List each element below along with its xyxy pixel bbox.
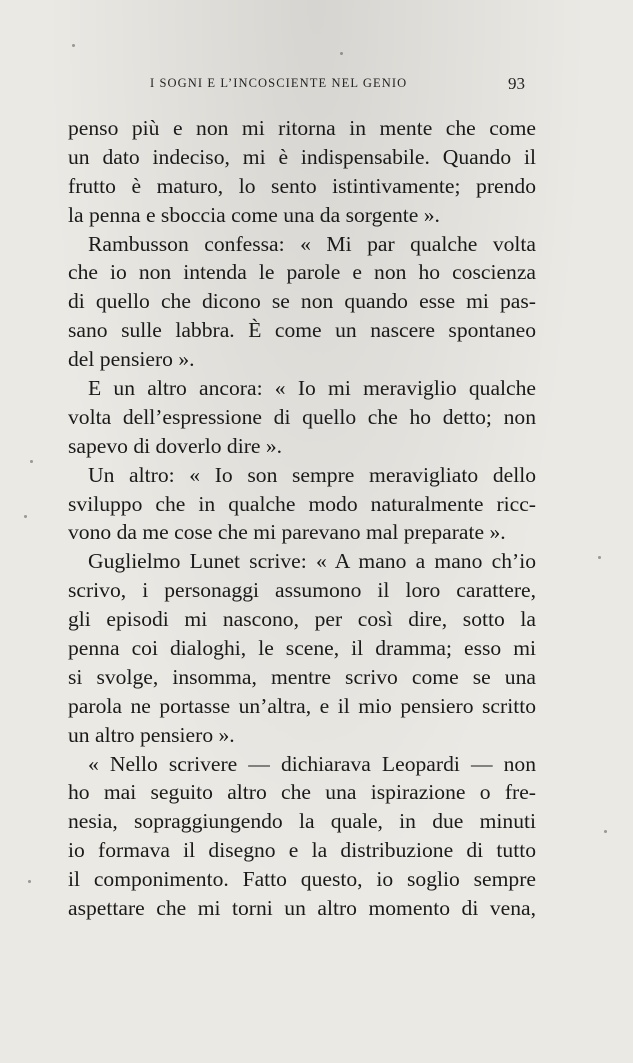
text-line: scrivo, i personaggi assumono il loro carattere,	[68, 578, 536, 603]
text-line: io formava il disegno e la distribuzione di tutto	[68, 838, 536, 863]
print-speck	[340, 52, 343, 55]
text-line: gli episodi mi nascono, per così dire, sotto la	[68, 607, 536, 632]
print-speck	[604, 830, 607, 833]
text-line: sapevo di doverlo dire ».	[68, 433, 283, 458]
text-line: di quello che dicono se non quando esse mi pas-	[68, 289, 536, 314]
text-line: volta dell’espressione di quello che ho detto; non	[68, 404, 536, 429]
text-line: penso più e non mi ritorna in mente che come	[68, 116, 536, 140]
text-line: Rambusson confessa: « Mi par qualche volta	[88, 231, 536, 256]
text-line: nesia, sopraggiungendo la quale, in due minuti	[68, 809, 536, 834]
text-line: che io non intenda le parole e non ho coscienza	[68, 260, 536, 285]
running-title: I SOGNI E L’INCOSCIENTE NEL GENIO	[150, 76, 408, 90]
text-line: si svolge, insomma, mentre scrivo come se una	[68, 664, 536, 689]
text-line: penna coi dialoghi, le scene, il dramma; esso mi	[68, 636, 536, 661]
text-line: aspettare che mi torni un altro momento di vena,	[68, 896, 536, 921]
text-line: E un altro ancora: « Io mi meraviglio qualche	[88, 376, 536, 401]
text-line: del pensiero ».	[68, 347, 195, 372]
text-line: ho mai seguito altro che una ispirazione o fre-	[68, 780, 536, 805]
print-speck	[28, 880, 31, 883]
text-line: la penna e sboccia come una da sorgente ».	[68, 202, 440, 227]
text-line: un dato indeciso, mi è indispensabile. Quando il	[68, 144, 536, 169]
print-speck	[30, 460, 33, 463]
print-speck	[24, 515, 27, 518]
page-header	[0, 74, 633, 98]
body-text	[68, 114, 536, 923]
text-line: « Nello scrivere — dichiarava Leopardi — non	[88, 751, 536, 776]
text-line: un altro pensiero ».	[68, 722, 235, 747]
text-line: Guglielmo Lunet scrive: « A mano a mano ch’io	[88, 549, 536, 574]
text-line: Un altro: « Io son sempre meravigliato dello	[88, 462, 536, 487]
text-line: frutto è maturo, lo sento istintivamente; prendo	[68, 173, 536, 198]
text-line: sviluppo che in qualche modo naturalmente ricc-	[68, 491, 536, 516]
print-speck	[72, 44, 75, 47]
text-line: parola ne portasse un’altra, e il mio pensiero scritto	[68, 693, 536, 718]
text-line: sano sulle labbra. È come un nascere spontaneo	[68, 318, 536, 343]
page-number: 93	[508, 74, 525, 93]
print-speck	[598, 556, 601, 559]
text-line: vono da me cose che mi parevano mal preparate ».	[68, 520, 506, 545]
text-line: il componimento. Fatto questo, io soglio sempre	[68, 867, 536, 892]
